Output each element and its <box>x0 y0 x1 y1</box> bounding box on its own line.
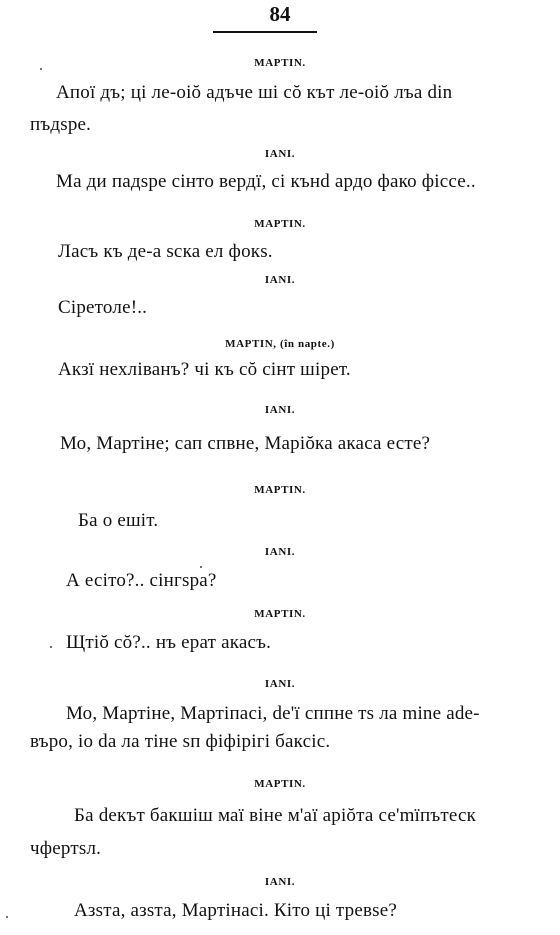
speaker-label: MAPTIN. <box>254 778 306 790</box>
dialogue-line: Ба о ешiт. <box>78 510 159 531</box>
dialogue-line: Мо, Мартiне, Мартiпасi, de'ї сппне тѕ ла mine аde- <box>66 703 480 724</box>
speaker-label: IANI. <box>264 404 296 416</box>
speaker-label: IANI. <box>264 546 296 558</box>
dialogue-line: пъдѕре. <box>30 114 92 135</box>
dialogue-line: Сiретоле!.. <box>58 297 148 318</box>
dialogue-line: Ба dекът бакшiш маï вiне м'аї арiŏта се'mïпътеск <box>74 805 477 826</box>
speaker-label: IANI. <box>264 148 296 160</box>
speaker-label: MAPTIN, (în napte.) <box>225 338 335 350</box>
dialogue-line: Ласъ къ де-а ѕска ел фокѕ. <box>58 241 273 262</box>
dialogue-line: Азѕта, азѕта, Мартiнасi. Кiто ці тревѕе? <box>74 900 398 921</box>
dialogue-line: Акзї нехлiванъ? чi къ cŏ сiнт шiрет. <box>58 359 351 380</box>
speaker-label: MAPTIN. <box>254 57 306 69</box>
print-speck <box>40 68 42 70</box>
dialogue-line: Щтiŏ cŏ?.. нъ ерат акасъ. <box>66 632 272 653</box>
print-speck <box>6 916 8 918</box>
dialogue-line: чфертѕл. <box>30 838 102 859</box>
print-speck <box>200 566 202 568</box>
speaker-label: IANI. <box>264 678 296 690</box>
print-speck <box>50 646 52 648</box>
speaker-label: MAPTIN. <box>254 484 306 496</box>
speaker-label: IANI. <box>264 274 296 286</box>
speaker-label: IANI. <box>264 876 296 888</box>
page-number: 84 <box>269 2 291 26</box>
dialogue-line: Ма ди падѕре сiнто вердї, сi кънd ардо фако фiссе.. <box>56 171 476 192</box>
speaker-label: MAPTIN. <box>254 218 306 230</box>
dialogue-line: А есiто?.. сiнгѕра? <box>66 570 217 591</box>
speaker-label: MAPTIN. <box>254 608 306 620</box>
dialogue-line: Мо, Мартiне; сап спвне, Марiŏка акаса есте? <box>60 433 431 454</box>
header-rule <box>213 31 317 33</box>
dialogue-line: въро, iо da ла тiне ѕп фiфiрiгi баксiс. <box>30 731 331 752</box>
dialogue-line: Апоï дъ; ці ле-оiŏ адъче шi cŏ кът ле-оiŏ лъа din <box>56 82 453 103</box>
